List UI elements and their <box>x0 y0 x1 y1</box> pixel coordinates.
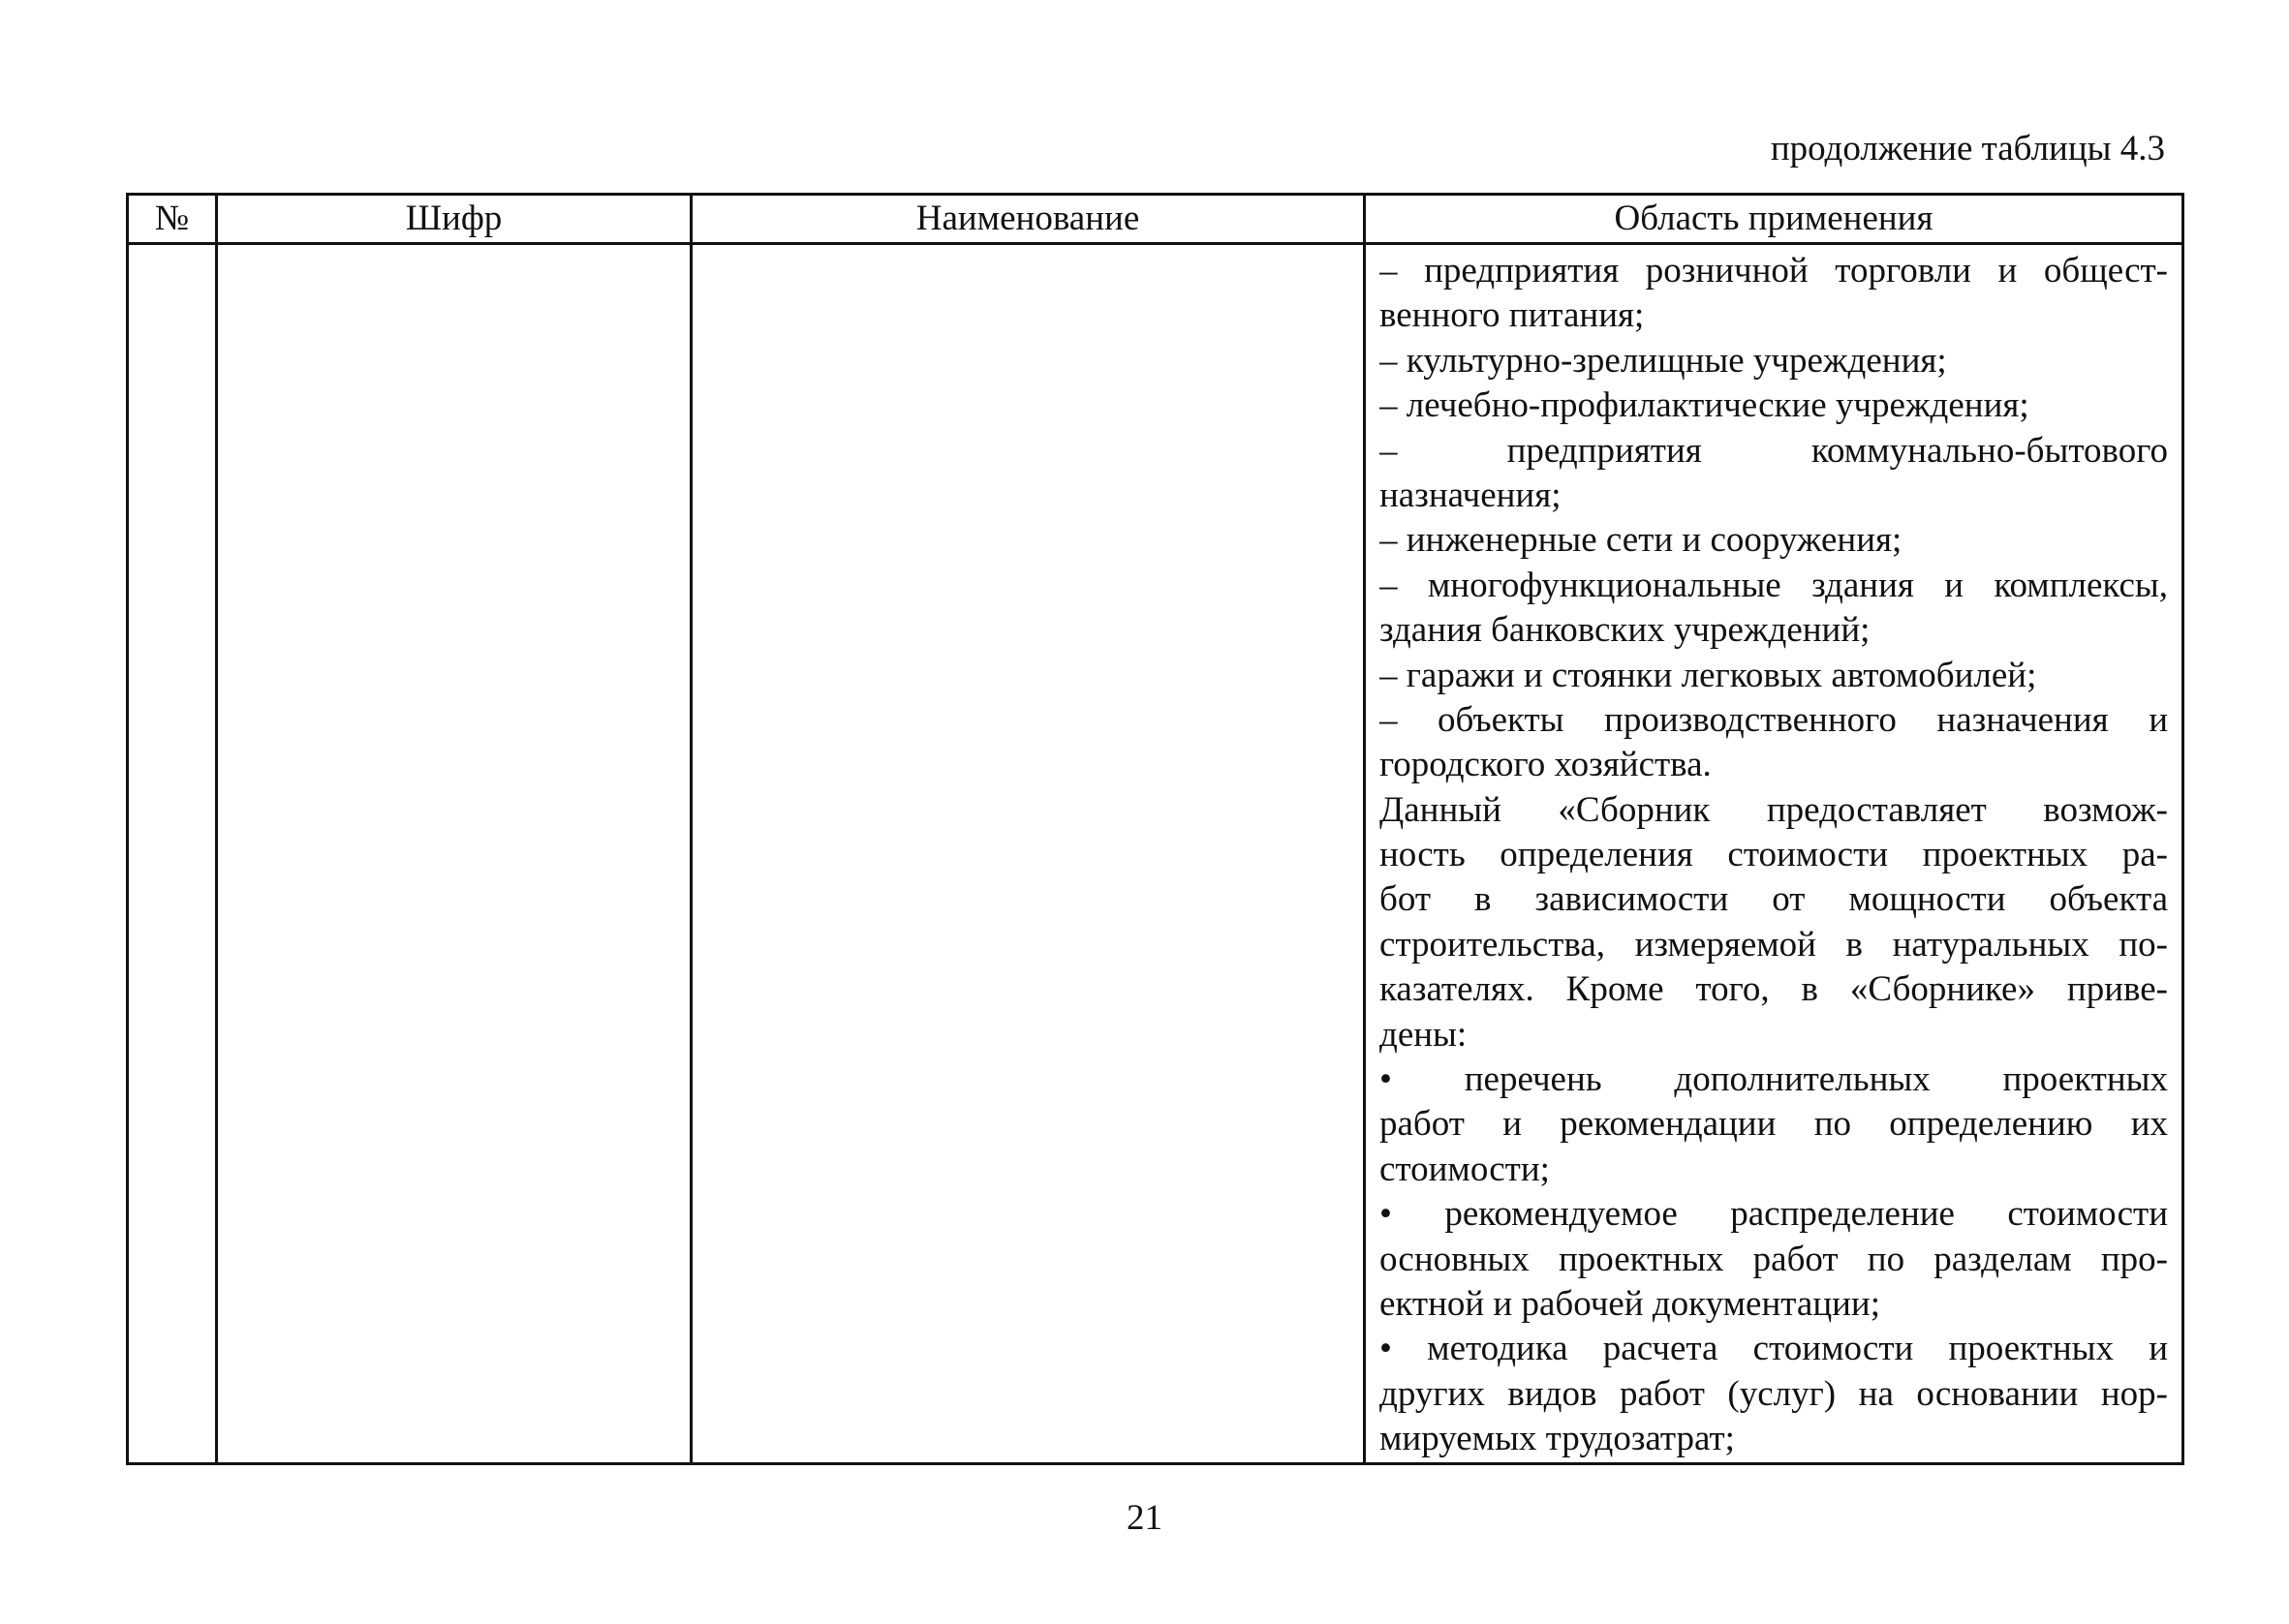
scope-line: • перечень дополнительных проектных <box>1379 1059 2168 1100</box>
scope-line: • методика расчета стоимости проектных и <box>1379 1329 2168 1369</box>
table-row <box>128 244 2183 1464</box>
scope-line: – объекты производственного назначения и <box>1379 699 2168 740</box>
scope-line: – предприятия розничной торговли и общест- <box>1379 251 2168 291</box>
scope-line: ектной и рабочей документации; <box>1379 1283 1881 1324</box>
scope-line: – лечебно-профилактические учреждения; <box>1379 385 2029 426</box>
table-continuation-caption: продолжение таблицы 4.3 <box>1770 129 2165 169</box>
scope-line: – инженерные сети и сооружения; <box>1379 520 1902 561</box>
scope-line: работ и рекомендации по определению их <box>1379 1104 2168 1145</box>
scope-line: ность определения стоимости проектных ра- <box>1379 835 2168 875</box>
scope-line: – предприятия коммунально-бытового <box>1379 430 2168 471</box>
scope-line: – культурно-зрелищные учреждения; <box>1379 340 1947 381</box>
scope-line: других видов работ (услуг) на основании нор- <box>1379 1373 2168 1414</box>
column-header-name: Наименование <box>692 195 1365 244</box>
scope-line: Данный «Сборник предоставляет возмож- <box>1379 789 2168 830</box>
scope-line: – гаражи и стоянки легковых автомобилей; <box>1379 655 2037 695</box>
scope-line: дены: <box>1379 1014 1468 1055</box>
scope-line: мируемых трудозатрат; <box>1379 1419 1735 1459</box>
column-header-scope: Область применения <box>1365 195 2183 244</box>
scope-line: основных проектных работ по разделам про- <box>1379 1239 2168 1279</box>
scope-line: строительства, измеряемой в натуральных по- <box>1379 924 2168 965</box>
column-header-code: Шифр <box>217 195 692 244</box>
scope-line: здания банковских учреждений; <box>1379 610 1871 651</box>
scope-line: стоимости; <box>1379 1149 1550 1189</box>
scope-line: городского хозяйства. <box>1379 745 1712 785</box>
standards-table <box>126 193 2184 1465</box>
page-number: 21 <box>1127 1498 1162 1538</box>
scope-line: казателях. Кроме того, в «Сборнике» приве- <box>1379 969 2168 1010</box>
cell-number <box>128 244 217 1464</box>
cell-scope <box>1365 244 2183 1464</box>
table-header-row <box>128 195 2183 244</box>
scope-line: – многофункциональные здания и комплексы, <box>1379 565 2168 605</box>
column-header-number: № <box>128 195 217 244</box>
scope-line: бот в зависимости от мощности объекта <box>1379 879 2168 920</box>
cell-name <box>692 244 1365 1464</box>
scope-line: • рекомендуемое распределение стоимости <box>1379 1194 2168 1235</box>
scope-line: венного питания; <box>1379 295 1645 336</box>
scope-line: назначения; <box>1379 475 1562 515</box>
cell-code <box>217 244 692 1464</box>
